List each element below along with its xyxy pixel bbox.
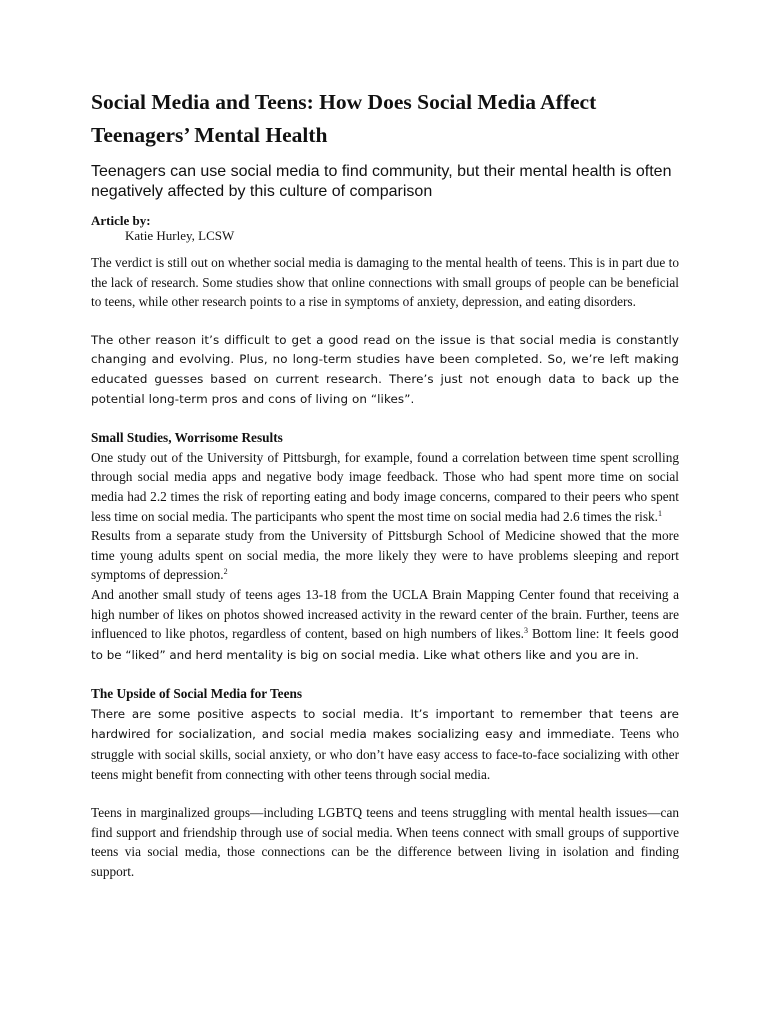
footnote-ref-3[interactable]: 3 — [524, 626, 528, 636]
section2-paragraph-1-text-a: There are some positive aspects to social media. It’s important to remember that teens are hardwired for socialization, and social media makes socializing easy and immediate. — [91, 706, 679, 742]
bottom-line-text: It feels good to be “liked” and herd mentality is big on social media. Like what others like and you are in. — [91, 627, 679, 662]
bottom-line-label: Bottom line: — [528, 626, 600, 642]
section2-paragraph-2: Teens in marginalized groups—including LGBTQ teens and teens struggling with mental health issues—can find support and friendship through use of social media. When teens connect with small groups of supportive teens via social media, those connections can be the difference between living in isolation and finding support. — [91, 805, 679, 880]
footnote-ref-1[interactable]: 1 — [657, 508, 662, 518]
section-heading-upside: The Upside of Social Media for Teens — [91, 686, 303, 702]
intro-paragraph-2: The other reason it’s difficult to get a good read on the issue is that social media is constantly changing and evolving. Plus, no long-term studies have been completed. So, we’re left making educated guesses based on current research. There’s just not enough data to back up the potential long-term pros and cons of living on “likes”. — [91, 332, 679, 406]
section1-paragraph-1 — [91, 448, 679, 526]
author-name: Katie Hurley, LCSW — [125, 228, 235, 243]
article-subtitle: Teenagers can use social media to find community, but their mental health is often negatively affected by this culture of comparison — [91, 163, 672, 200]
section1-paragraph-3 — [91, 585, 679, 665]
intro-paragraph-1: The verdict is still out on whether social media is damaging to the mental health of teens. This is in part due to the lack of research. Some studies show that online connections with small groups of people can be beneficial to teens, while other research points to a rise in symptoms of anxiety, depression, and eating disorders. — [91, 255, 679, 310]
section1-paragraph-2 — [91, 526, 679, 585]
article-page — [91, 86, 679, 882]
section2-paragraph-1 — [91, 704, 679, 784]
article-title: Social Media and Teens: How Does Social Media Affect Teenagers’ Mental Health — [91, 90, 597, 147]
section1-paragraph-1-text: One study out of the University of Pittsburgh, for example, found a correlation between time spent scrolling through social media apps and negative body image feedback. Those who had spent more time on social media had 2.2 times the risk of reporting eating and body image concerns, compared to their peers who spent less time on social media. The participants who spent the most time on social media had 2.6 times the risk. — [91, 449, 679, 524]
byline-label: Article by: — [91, 213, 151, 228]
section1-paragraph-2-text: Results from a separate study from the University of Pittsburgh School of Medicine showed that the more time young adults spent on social media, the more likely they were to have problems sleeping and report symptoms of depression. — [91, 528, 679, 583]
section-heading-small-studies: Small Studies, Worrisome Results — [91, 430, 283, 446]
section1-paragraph-3-text: And another small study of teens ages 13-18 from the UCLA Brain Mapping Center found that receiving a high number of likes on photos showed increased activity in the reward center of the brain. Further, teens are influenced to like photos, regardless of content, based on high numbers of likes. — [91, 586, 679, 642]
section2-paragraph-1-text-b: Teens who struggle with social skills, social anxiety, or who don’t have easy access to face-to-face socializing with other teens might benefit from connecting with other teens through social media. — [91, 726, 679, 782]
footnote-ref-2[interactable]: 2 — [223, 567, 228, 577]
